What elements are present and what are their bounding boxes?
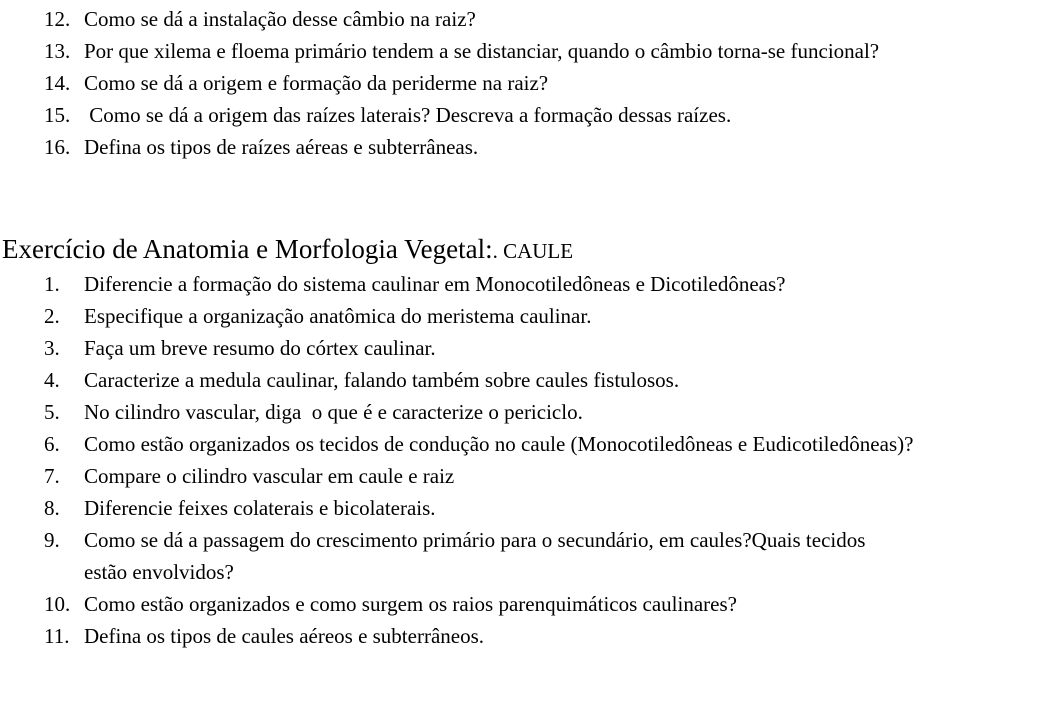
item-text: Faça um breve resumo do córtex caulinar. — [84, 336, 436, 360]
list-item — [0, 300, 1051, 332]
list-item — [0, 588, 1051, 620]
list-item — [0, 3, 915, 35]
item-number: 13. — [44, 39, 71, 63]
list-item — [0, 428, 1051, 460]
item-text: Defina os tipos de raízes aéreas e subterrâneas. — [84, 135, 479, 159]
list-item — [0, 268, 1051, 300]
item-number: 3. — [44, 336, 60, 360]
list-item — [0, 364, 1051, 396]
item-number: 2. — [44, 304, 60, 328]
item-text: Como se dá a origem das raízes laterais? Descreva a formação dessas raízes. — [84, 103, 732, 127]
item-number: 12. — [44, 7, 71, 31]
item-number: 14. — [44, 71, 71, 95]
item-number: 6. — [44, 432, 60, 456]
item-text: Compare o cilindro vascular em caule e raiz — [84, 464, 455, 488]
item-number: 1. — [44, 272, 60, 296]
item-text: No cilindro vascular, diga o que é e caracterize o periciclo. — [84, 400, 583, 424]
list-item — [0, 492, 1051, 524]
list-item — [0, 460, 1051, 492]
item-text: Como se dá a passagem do crescimento primário para o secundário, em caules?Quais tecidos estão envolvidos? — [84, 528, 866, 584]
item-text: Diferencie feixes colaterais e bicolaterais. — [84, 496, 436, 520]
list-item — [0, 332, 1051, 364]
item-number: 11. — [44, 624, 70, 648]
item-text: Como estão organizados e como surgem os raios parenquimáticos caulinares? — [84, 592, 737, 616]
stem-questions-list — [0, 268, 1051, 652]
section-heading — [2, 231, 573, 269]
section-suffix: . CAULE — [492, 239, 574, 263]
list-item — [0, 396, 1051, 428]
item-text: Como estão organizados os tecidos de condução no caule (Monocotiledôneas e Eudicotiledôneas)? — [84, 432, 914, 456]
list-item — [0, 524, 1051, 588]
item-text: Especifique a organização anatômica do meristema caulinar. — [84, 304, 592, 328]
item-text: Como se dá a origem e formação da periderme na raiz? — [84, 71, 549, 95]
item-number: 7. — [44, 464, 60, 488]
list-item — [0, 99, 915, 131]
item-number: 9. — [44, 528, 60, 552]
item-number: 15. — [44, 103, 71, 127]
item-text: Defina os tipos de caules aéreos e subterrâneos. — [84, 624, 485, 648]
item-number: 10. — [44, 592, 71, 616]
root-questions-list — [0, 3, 915, 163]
item-number: 8. — [44, 496, 60, 520]
item-text: Caracterize a medula caulinar, falando também sobre caules fistulosos. — [84, 368, 680, 392]
item-text: Como se dá a instalação desse câmbio na raiz? — [84, 7, 476, 31]
item-text: Por que xilema e floema primário tendem a se distanciar, quando o câmbio torna-se funcional? — [84, 39, 880, 63]
item-number: 16. — [44, 135, 71, 159]
list-item — [0, 67, 915, 99]
item-number: 5. — [44, 400, 60, 424]
section-title: Exercício de Anatomia e Morfologia Vegetal: — [2, 234, 493, 264]
item-number: 4. — [44, 368, 60, 392]
item-text: Diferencie a formação do sistema caulinar em Monocotiledôneas e Dicotiledôneas? — [84, 272, 786, 296]
list-item — [0, 131, 915, 163]
list-item — [0, 620, 1051, 652]
list-item — [0, 35, 915, 67]
